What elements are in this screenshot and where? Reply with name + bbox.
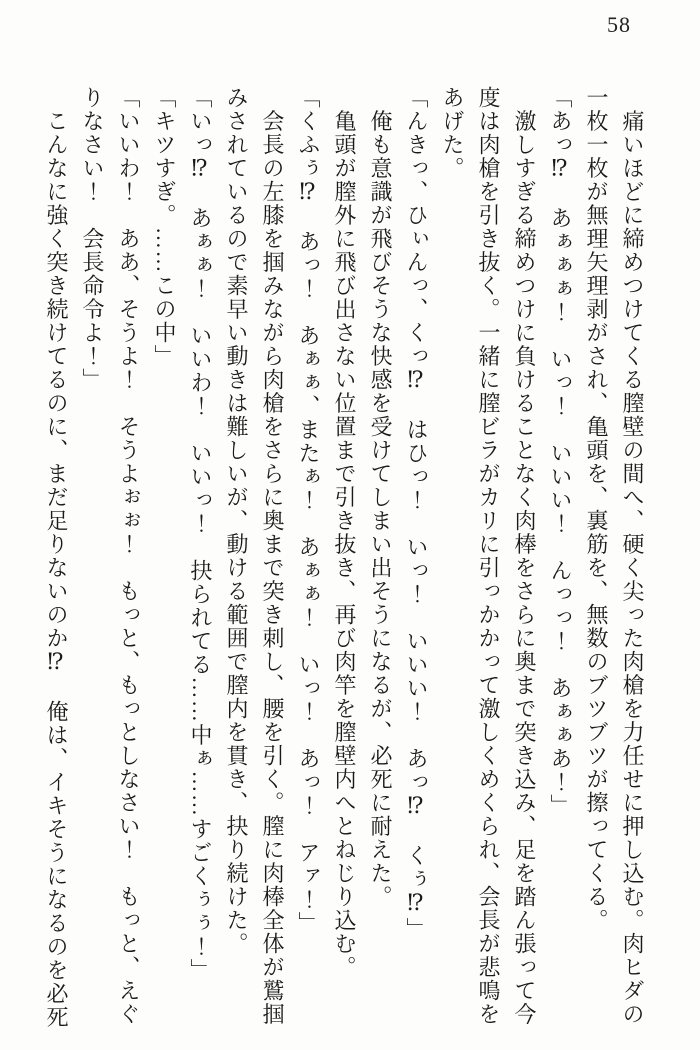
text-column: 度は肉槍を引き抜く。一緒に膣ビラがカリに引っかかって激しくめくられ、会長が悲鳴を [476,86,501,1026]
text-column: 痛いほどに締めつけてくる膣壁の間へ、硬く尖った肉槍を力任せに押し込む。肉ヒダの [620,86,645,1026]
text-column: みされているので素早い動きは難しいが、動ける範囲で膣内を貫き、抉り続けた。 [224,86,249,956]
text-column: 俺も意識が飛びそうな快感を受けてしまい出そうになるが、必死に耐えた。 [368,86,393,909]
page-number: 58 [607,12,631,37]
text-column: 「キツすぎ。……この中」 [152,86,177,368]
text-column: 一枚一枚が無理矢理剥がされ、亀頭を、裏筋を、無数のブツブツが擦ってくる。 [584,86,609,932]
text-column: 亀頭が膣外に飛び出さない位置まで引き抜き、再び肉竿を膣壁内へとねじり込む。 [332,86,357,979]
text-column: こんなに強く突き続けてるのに、まだ足りないのか⁉ 俺は、イキそうになるのを必死 [44,86,69,1029]
text-column: りなさい！ 会長命令よ！」 [80,86,105,392]
text-column: 「くふぅ⁉ あっ！ あぁぁ、またぁ！ あぁぁ！ いっ！ あっ！ アァ！」 [296,86,321,935]
text-column: あげた。 [440,86,465,180]
text-column: 激しすぎる締めつけに負けることなく肉棒をさらに奥まで突き込み、足を踏ん張って今 [512,86,537,1026]
text-column: 「いいわ！ ああ、そうよ！ そうよぉぉ！ もっと、もっとしなさい！ もっと、えぐ [116,86,141,1026]
text-block [36,86,650,1038]
text-column: 「あっ⁉ あぁぁぁ！ いっ！ いいい！ んっっ！ あぁぁあ！」 [548,86,573,818]
text-column: 「いっ⁉ あぁぁ！ いいわ！ いいっ！ 抉られてる……中ぁ……すごくぅぅ！」 [188,86,213,982]
text-column: 会長の左膝を掴みながら肉槍をさらに奥まで突き刺し、腰を引く。膣に肉棒全体が鷲掴 [260,86,285,1026]
text-column: 「んきっ、ひぃんっ、くっ⁉ はひっ！ いっ！ いいい！ あっ⁉ くぅ⁉」 [404,86,429,941]
